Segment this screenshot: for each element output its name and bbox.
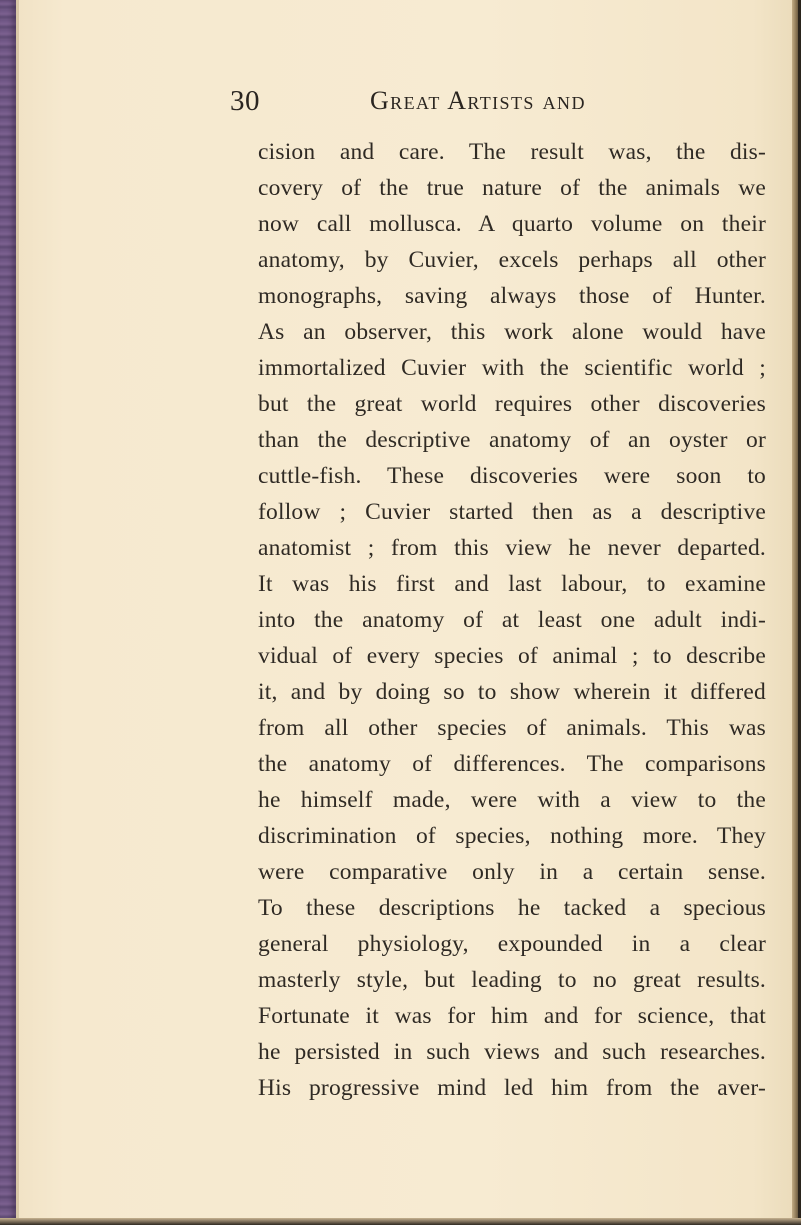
body-text (0, 134, 801, 1134)
text-line: masterly style, but leading to no great results. (258, 967, 766, 993)
page-number: 30 (230, 85, 260, 117)
text-line: it, and by doing so to show wherein it differed (258, 679, 766, 705)
text-line: anatomy, by Cuvier, excels perhaps all other (258, 247, 766, 273)
text-line: Fortunate it was for him and for science, that (258, 1003, 766, 1029)
running-title: Great Artists and (370, 86, 586, 115)
text-line: he persisted in such views and such researches. (258, 1039, 766, 1065)
text-line: he himself made, were with a view to the (258, 787, 766, 813)
text-line: It was his first and last labour, to examine (258, 571, 766, 597)
text-line: As an observer, this work alone would have (258, 319, 766, 345)
text-line: from all other species of animals. This was (258, 715, 766, 741)
text-line: general physiology, expounded in a clear (258, 931, 766, 957)
text-line: anatomist ; from this view he never departed. (258, 535, 766, 561)
text-line: immortalized Cuvier with the scientific world ; (258, 355, 766, 381)
text-line: now call mollusca. A quarto volume on their (258, 211, 766, 237)
page-bottom-edge (0, 1218, 801, 1225)
text-line: cision and care. The result was, the dis- (258, 139, 766, 165)
text-line: cuttle-fish. These discoveries were soon to (258, 463, 766, 489)
text-line: follow ; Cuvier started then as a descriptive (258, 499, 766, 525)
text-line: were comparative only in a certain sense. (258, 859, 766, 885)
text-line: monographs, saving always those of Hunter. (258, 283, 766, 309)
text-line: but the great world requires other discoveries (258, 391, 766, 417)
text-line: vidual of every species of animal ; to describe (258, 643, 766, 669)
text-line: discrimination of species, nothing more. They (258, 823, 766, 849)
text-line: than the descriptive anatomy of an oyster or (258, 427, 766, 453)
text-line: covery of the true nature of the animals we (258, 175, 766, 201)
text-line: To these descriptions he tacked a specious (258, 895, 766, 921)
text-line: His progressive mind led him from the aver- (258, 1075, 766, 1101)
text-line: into the anatomy of at least one adult indi- (258, 607, 766, 633)
page-header (230, 84, 650, 124)
text-line: the anatomy of differences. The comparisons (258, 751, 766, 777)
